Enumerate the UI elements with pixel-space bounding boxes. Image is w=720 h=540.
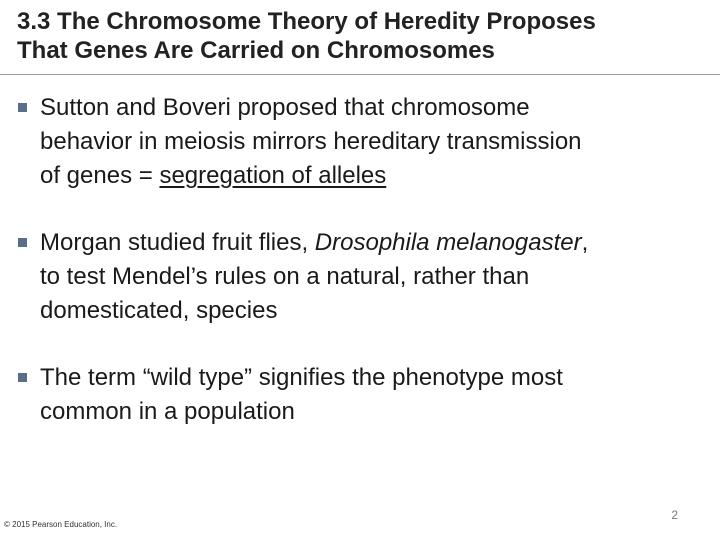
square-bullet-icon bbox=[18, 238, 27, 247]
square-bullet-icon bbox=[18, 103, 27, 112]
bullet-2-line-3: domesticated, species bbox=[40, 297, 278, 324]
bullet-3-line-1: The term “wild type” signifies the phenotype most bbox=[40, 364, 563, 391]
title-divider bbox=[0, 74, 720, 75]
bullet-1-line-1: Sutton and Boveri proposed that chromosome bbox=[40, 94, 530, 121]
bullet-2-line-1-pre: Morgan studied fruit flies, bbox=[40, 229, 315, 256]
bullet-2-line-1 bbox=[40, 226, 708, 260]
page-number: 2 bbox=[671, 508, 678, 522]
slide-title bbox=[17, 7, 707, 65]
bullet-1-line-3 bbox=[40, 159, 708, 193]
bullet-1-line-2: behavior in meiosis mirrors hereditary transmission bbox=[40, 128, 582, 155]
bullet-item-wild-type bbox=[18, 361, 708, 429]
bullet-2-line-1-post: , bbox=[581, 229, 589, 256]
copyright-notice: © 2015 Pearson Education, Inc. bbox=[4, 520, 118, 529]
drosophila-italic: Drosophila melanogaster bbox=[314, 229, 582, 256]
square-bullet-icon bbox=[18, 373, 27, 382]
bullet-1-line-3-text: of genes = bbox=[40, 162, 160, 189]
bullet-item-morgan bbox=[18, 226, 708, 328]
bullet-item-sutton-boveri bbox=[18, 91, 708, 193]
bullet-2-line-2: to test Mendel’s rules on a natural, rather than bbox=[40, 263, 530, 290]
bullet-list bbox=[18, 91, 708, 429]
title-line-1: 3.3 The Chromosome Theory of Heredity Proposes bbox=[17, 8, 596, 35]
bullet-3-line-2: common in a population bbox=[40, 398, 295, 425]
title-line-2: That Genes Are Carried on Chromosomes bbox=[17, 37, 495, 64]
segregation-of-alleles-underlined: segregation of alleles bbox=[159, 162, 387, 189]
